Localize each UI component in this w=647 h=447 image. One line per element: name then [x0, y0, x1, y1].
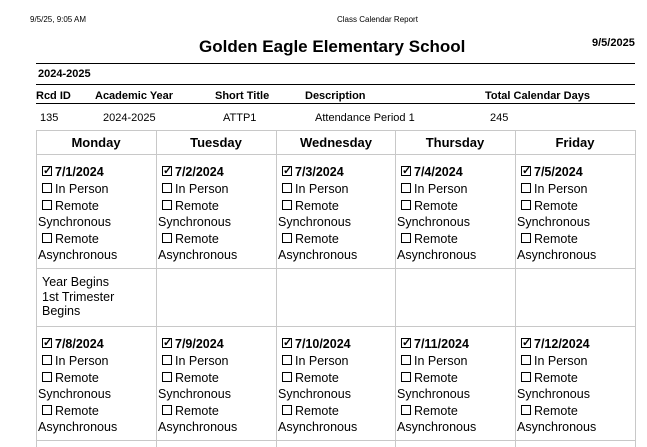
calendar-day-cell — [517, 335, 633, 435]
calendar-day-cell — [397, 335, 513, 435]
remote-asynchronous-checkbox[interactable] — [401, 405, 411, 415]
in-person-label: In Person — [55, 353, 109, 368]
day-selected-checkbox[interactable] — [282, 166, 292, 176]
in-person-label: In Person — [295, 353, 349, 368]
grid-line — [395, 130, 396, 447]
day-date: 7/11/2024 — [414, 336, 469, 351]
remote-asynchronous-checkbox[interactable] — [42, 233, 52, 243]
remote-asynchronous-label: Asynchronous — [278, 420, 358, 434]
in-person-checkbox[interactable] — [521, 183, 531, 193]
in-person-label: In Person — [175, 181, 229, 196]
in-person-label: In Person — [534, 353, 588, 368]
grid-line — [36, 130, 37, 447]
day-date: 7/8/2024 — [55, 336, 104, 351]
day-date: 7/5/2024 — [534, 164, 583, 179]
remote-synchronous-checkbox[interactable] — [401, 372, 411, 382]
cell-short-title: ATTP1 — [223, 112, 257, 124]
remote-synchronous-label: Remote — [414, 370, 458, 385]
in-person-checkbox[interactable] — [42, 183, 52, 193]
remote-asynchronous-label: Remote — [295, 231, 339, 246]
remote-synchronous-label: Remote — [295, 370, 339, 385]
remote-synchronous-label: Remote — [295, 198, 339, 213]
grid-line — [156, 130, 157, 447]
remote-synchronous-label: Synchronous — [397, 215, 470, 229]
weekday-header-wednesday: Wednesday — [299, 135, 372, 150]
remote-asynchronous-label: Remote — [534, 231, 578, 246]
calendar-note — [42, 275, 114, 319]
remote-asynchronous-checkbox[interactable] — [162, 233, 172, 243]
calendar-note-line: Year Begins — [42, 275, 109, 289]
grid-line — [36, 268, 636, 269]
in-person-label: In Person — [175, 353, 229, 368]
in-person-checkbox[interactable] — [401, 355, 411, 365]
remote-asynchronous-label: Remote — [175, 403, 219, 418]
remote-synchronous-checkbox[interactable] — [162, 200, 172, 210]
remote-synchronous-label: Remote — [534, 370, 578, 385]
calendar-day-cell — [278, 163, 394, 263]
day-date: 7/2/2024 — [175, 164, 224, 179]
remote-asynchronous-checkbox[interactable] — [162, 405, 172, 415]
remote-synchronous-label: Remote — [175, 370, 219, 385]
remote-asynchronous-label: Remote — [295, 403, 339, 418]
remote-asynchronous-label: Asynchronous — [397, 248, 477, 262]
remote-asynchronous-checkbox[interactable] — [521, 233, 531, 243]
grid-line — [36, 130, 636, 131]
remote-asynchronous-checkbox[interactable] — [282, 233, 292, 243]
remote-synchronous-label: Synchronous — [158, 387, 231, 401]
day-date: 7/9/2024 — [175, 336, 224, 351]
cell-description: Attendance Period 1 — [315, 112, 415, 124]
remote-synchronous-label: Synchronous — [517, 387, 590, 401]
school-year: 2024-2025 — [38, 68, 91, 80]
remote-synchronous-label: Remote — [414, 198, 458, 213]
weekday-header-thursday: Thursday — [425, 135, 485, 150]
grid-line — [36, 326, 636, 327]
remote-asynchronous-checkbox[interactable] — [42, 405, 52, 415]
day-date: 7/1/2024 — [55, 164, 104, 179]
remote-synchronous-label: Synchronous — [397, 387, 470, 401]
remote-asynchronous-label: Remote — [534, 403, 578, 418]
report-date: 9/5/2025 — [592, 37, 635, 49]
remote-asynchronous-label: Remote — [55, 231, 99, 246]
column-header-short-title: Short Title — [215, 90, 270, 102]
weekday-header-friday: Friday — [555, 135, 595, 150]
remote-synchronous-label: Remote — [55, 198, 99, 213]
print-timestamp: 9/5/25, 9:05 AM — [30, 15, 87, 24]
remote-asynchronous-label: Asynchronous — [278, 248, 358, 262]
grid-line — [635, 130, 636, 447]
in-person-label: In Person — [414, 353, 468, 368]
cell-rcd-id: 135 — [40, 112, 59, 124]
remote-synchronous-label: Synchronous — [517, 215, 590, 229]
remote-asynchronous-checkbox[interactable] — [401, 233, 411, 243]
day-date: 7/4/2024 — [414, 164, 463, 179]
day-selected-checkbox[interactable] — [162, 166, 172, 176]
remote-synchronous-checkbox[interactable] — [42, 200, 52, 210]
weekday-header-monday: Monday — [71, 135, 121, 150]
remote-synchronous-label: Synchronous — [278, 215, 351, 229]
divider — [36, 63, 635, 64]
in-person-checkbox[interactable] — [162, 355, 172, 365]
in-person-checkbox[interactable] — [42, 355, 52, 365]
remote-asynchronous-label: Asynchronous — [397, 420, 477, 434]
remote-synchronous-checkbox[interactable] — [282, 372, 292, 382]
remote-asynchronous-label: Asynchronous — [158, 248, 238, 262]
remote-asynchronous-label: Remote — [175, 231, 219, 246]
grid-line — [276, 130, 277, 447]
in-person-checkbox[interactable] — [282, 355, 292, 365]
school-name: Golden Eagle Elementary School — [199, 37, 466, 56]
in-person-label: In Person — [534, 181, 588, 196]
remote-synchronous-checkbox[interactable] — [282, 200, 292, 210]
remote-synchronous-checkbox[interactable] — [521, 372, 531, 382]
grid-line — [36, 440, 636, 441]
day-selected-checkbox[interactable] — [521, 338, 531, 348]
report-name: Class Calendar Report — [337, 15, 418, 24]
remote-asynchronous-label: Asynchronous — [38, 248, 118, 262]
in-person-checkbox[interactable] — [162, 183, 172, 193]
divider — [36, 103, 635, 104]
calendar-day-cell — [158, 163, 274, 263]
remote-synchronous-label: Synchronous — [38, 215, 111, 229]
in-person-label: In Person — [414, 181, 468, 196]
remote-asynchronous-label: Remote — [55, 403, 99, 418]
remote-synchronous-label: Remote — [55, 370, 99, 385]
in-person-checkbox[interactable] — [521, 355, 531, 365]
remote-asynchronous-label: Remote — [414, 231, 458, 246]
remote-asynchronous-label: Asynchronous — [517, 420, 597, 434]
remote-asynchronous-checkbox[interactable] — [282, 405, 292, 415]
remote-synchronous-label: Synchronous — [158, 215, 231, 229]
day-date: 7/3/2024 — [295, 164, 344, 179]
in-person-checkbox[interactable] — [401, 183, 411, 193]
calendar-day-cell — [517, 163, 633, 263]
remote-asynchronous-label: Asynchronous — [517, 248, 597, 262]
day-selected-checkbox[interactable] — [401, 166, 411, 176]
remote-synchronous-checkbox[interactable] — [42, 372, 52, 382]
calendar-note-line: Begins — [42, 304, 81, 318]
remote-synchronous-label: Remote — [534, 198, 578, 213]
remote-synchronous-label: Synchronous — [278, 387, 351, 401]
day-selected-checkbox[interactable] — [401, 338, 411, 348]
weekday-header-tuesday: Tuesday — [190, 135, 242, 150]
remote-asynchronous-label: Asynchronous — [38, 420, 118, 434]
day-selected-checkbox[interactable] — [162, 338, 172, 348]
remote-asynchronous-checkbox[interactable] — [521, 405, 531, 415]
day-selected-checkbox[interactable] — [521, 166, 531, 176]
day-selected-checkbox[interactable] — [282, 338, 292, 348]
remote-asynchronous-label: Remote — [414, 403, 458, 418]
calendar-day-cell — [38, 163, 154, 263]
column-header-description: Description — [305, 90, 366, 102]
day-selected-checkbox[interactable] — [42, 338, 52, 348]
in-person-checkbox[interactable] — [282, 183, 292, 193]
remote-synchronous-label: Synchronous — [38, 387, 111, 401]
day-date: 7/12/2024 — [534, 336, 590, 351]
day-date: 7/10/2024 — [295, 336, 351, 351]
calendar-day-cell — [158, 335, 274, 435]
remote-synchronous-checkbox[interactable] — [521, 200, 531, 210]
in-person-label: In Person — [295, 181, 349, 196]
grid-line — [36, 154, 636, 155]
cell-academic-year: 2024-2025 — [103, 112, 156, 124]
remote-synchronous-checkbox[interactable] — [401, 200, 411, 210]
column-header-rcd-id: Rcd ID — [36, 90, 71, 102]
grid-line — [515, 130, 516, 447]
calendar-note-line: 1st Trimester — [42, 289, 115, 304]
in-person-label: In Person — [55, 181, 109, 196]
calendar-day-cell — [397, 163, 513, 263]
calendar-day-cell — [278, 335, 394, 435]
calendar-day-cell — [38, 335, 154, 435]
remote-synchronous-checkbox[interactable] — [162, 372, 172, 382]
remote-synchronous-label: Remote — [175, 198, 219, 213]
column-header-total-days: Total Calendar Days — [485, 90, 590, 102]
cell-total-days: 245 — [490, 112, 509, 124]
remote-asynchronous-label: Asynchronous — [158, 420, 238, 434]
divider — [36, 84, 635, 85]
day-selected-checkbox[interactable] — [42, 166, 52, 176]
column-header-academic-year: Academic Year — [95, 90, 174, 102]
